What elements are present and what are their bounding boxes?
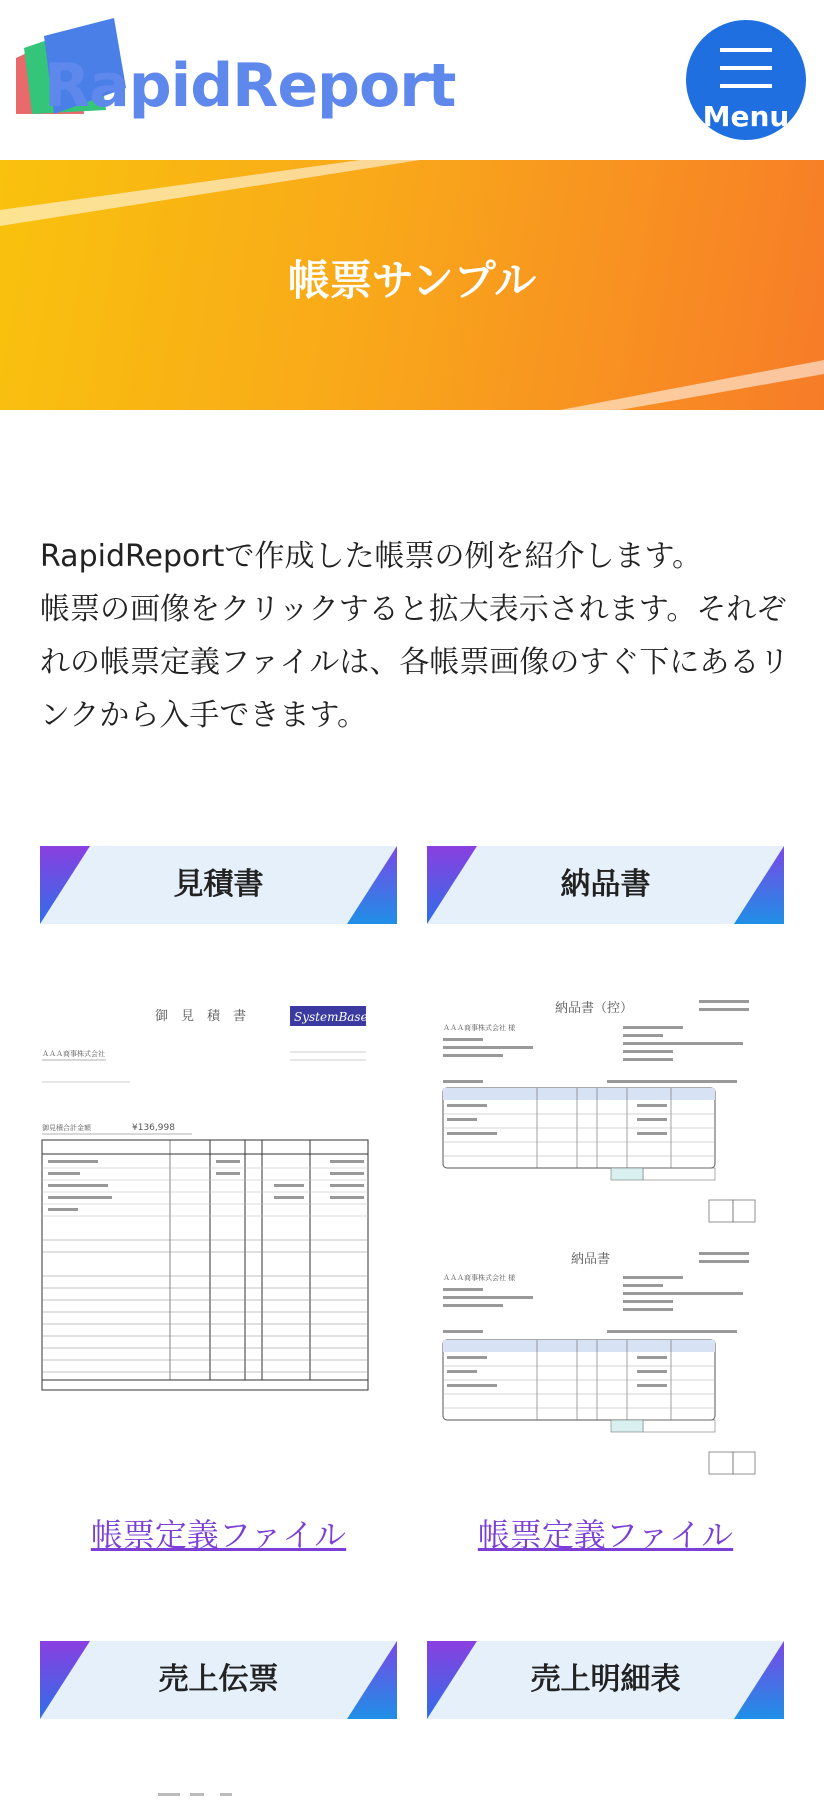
section-heading-sales-detail [427, 1641, 784, 1719]
hero-banner [0, 160, 824, 410]
hamburger-line [720, 84, 772, 88]
brand-text: SystemBase [294, 1010, 368, 1024]
intro-line-1: RapidReportで作成した帳票の例を紹介します。 [40, 539, 703, 574]
section-title: 納品書 [560, 867, 651, 902]
intro-text [40, 530, 790, 742]
doc-total-value: ¥136,998 [132, 1123, 175, 1133]
section-title: 売上明細表 [530, 1662, 681, 1697]
section-heading-delivery [427, 846, 784, 924]
doc-client: ＡＡＡ商事株式会社 様 [443, 1024, 516, 1032]
estimate-definition-file-link[interactable]: 帳票定義ファイル [90, 1516, 347, 1554]
doc-heading: 納品書（控） [555, 1001, 634, 1016]
logo-text: RapidReport [44, 51, 456, 121]
delivery-sample-image[interactable] [427, 990, 784, 1480]
site-header [0, 0, 824, 160]
doc-total-label: 御見積合計金額 [42, 1124, 91, 1132]
doc-client-2: ＡＡＡ商事株式会社 様 [443, 1274, 516, 1282]
section-title: 売上伝票 [158, 1662, 279, 1697]
menu-label: Menu [702, 100, 790, 133]
sales-slip-sample-image-partial[interactable] [150, 1782, 250, 1792]
section-title: 見積書 [173, 867, 264, 902]
doc-heading: 御 見 積 書 [155, 1009, 247, 1024]
doc-client: ＡＡＡ商事株式会社 [42, 1050, 105, 1058]
intro-line-2: 帳票の画像をクリックすると拡大表示されます。それぞれの帳票定義ファイルは、各帳票画像のすぐ下にあるリンクから入手できます。 [40, 592, 790, 733]
hamburger-line [720, 66, 772, 70]
partial-document-drawing [150, 1787, 250, 1797]
section-heading-estimate [40, 846, 397, 924]
section-heading-sales-slip [40, 1641, 397, 1719]
rapidreport-logo[interactable] [14, 18, 474, 136]
hamburger-icon [720, 48, 772, 52]
estimate-sample-image[interactable] [40, 990, 397, 1410]
menu-button[interactable] [686, 20, 806, 140]
estimate-document-drawing [40, 990, 397, 1410]
doc-heading-2: 納品書 [571, 1252, 611, 1267]
delivery-document-drawing [427, 990, 784, 1480]
delivery-definition-file-link[interactable]: 帳票定義ファイル [477, 1516, 734, 1554]
page-title: 帳票サンプル [287, 256, 537, 305]
